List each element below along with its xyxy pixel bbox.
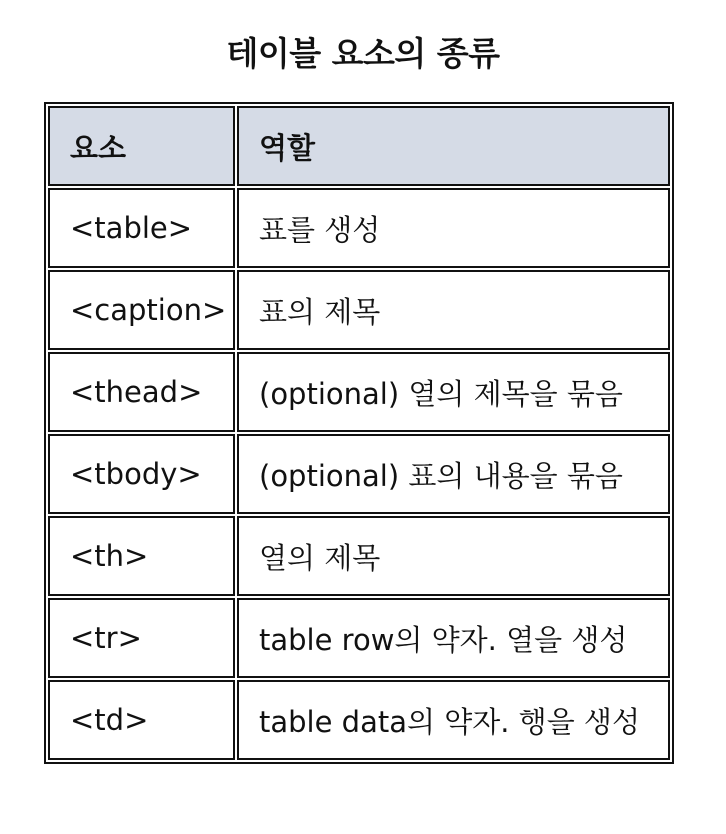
element-cell: <tbody> [48, 434, 235, 514]
element-cell: <td> [48, 680, 235, 760]
table-row [48, 516, 670, 596]
role-cell: 표를 생성 [237, 188, 670, 268]
header-cell-element: 요소 [48, 106, 235, 186]
header-row [48, 106, 670, 186]
role-cell: (optional) 표의 내용을 묶음 [237, 434, 670, 514]
table-title: 테이블 요소의 종류 [226, 34, 500, 73]
element-cell: <caption> [48, 270, 235, 350]
element-cell: <thead> [48, 352, 235, 432]
elements-table [44, 102, 674, 764]
table-row [48, 434, 670, 514]
element-cell: <table> [48, 188, 235, 268]
role-cell: table row의 약자. 열을 생성 [237, 598, 670, 678]
role-cell: (optional) 열의 제목을 묶음 [237, 352, 670, 432]
table-row [48, 352, 670, 432]
table-head [48, 106, 670, 186]
table-body [48, 188, 670, 760]
role-cell: 표의 제목 [237, 270, 670, 350]
header-cell-role: 역할 [237, 106, 670, 186]
role-cell: 열의 제목 [237, 516, 670, 596]
element-cell: <tr> [48, 598, 235, 678]
table-row [48, 270, 670, 350]
role-cell: table data의 약자. 행을 생성 [237, 680, 670, 760]
table-row [48, 188, 670, 268]
table-row [48, 680, 670, 760]
table-row [48, 598, 670, 678]
element-cell: <th> [48, 516, 235, 596]
